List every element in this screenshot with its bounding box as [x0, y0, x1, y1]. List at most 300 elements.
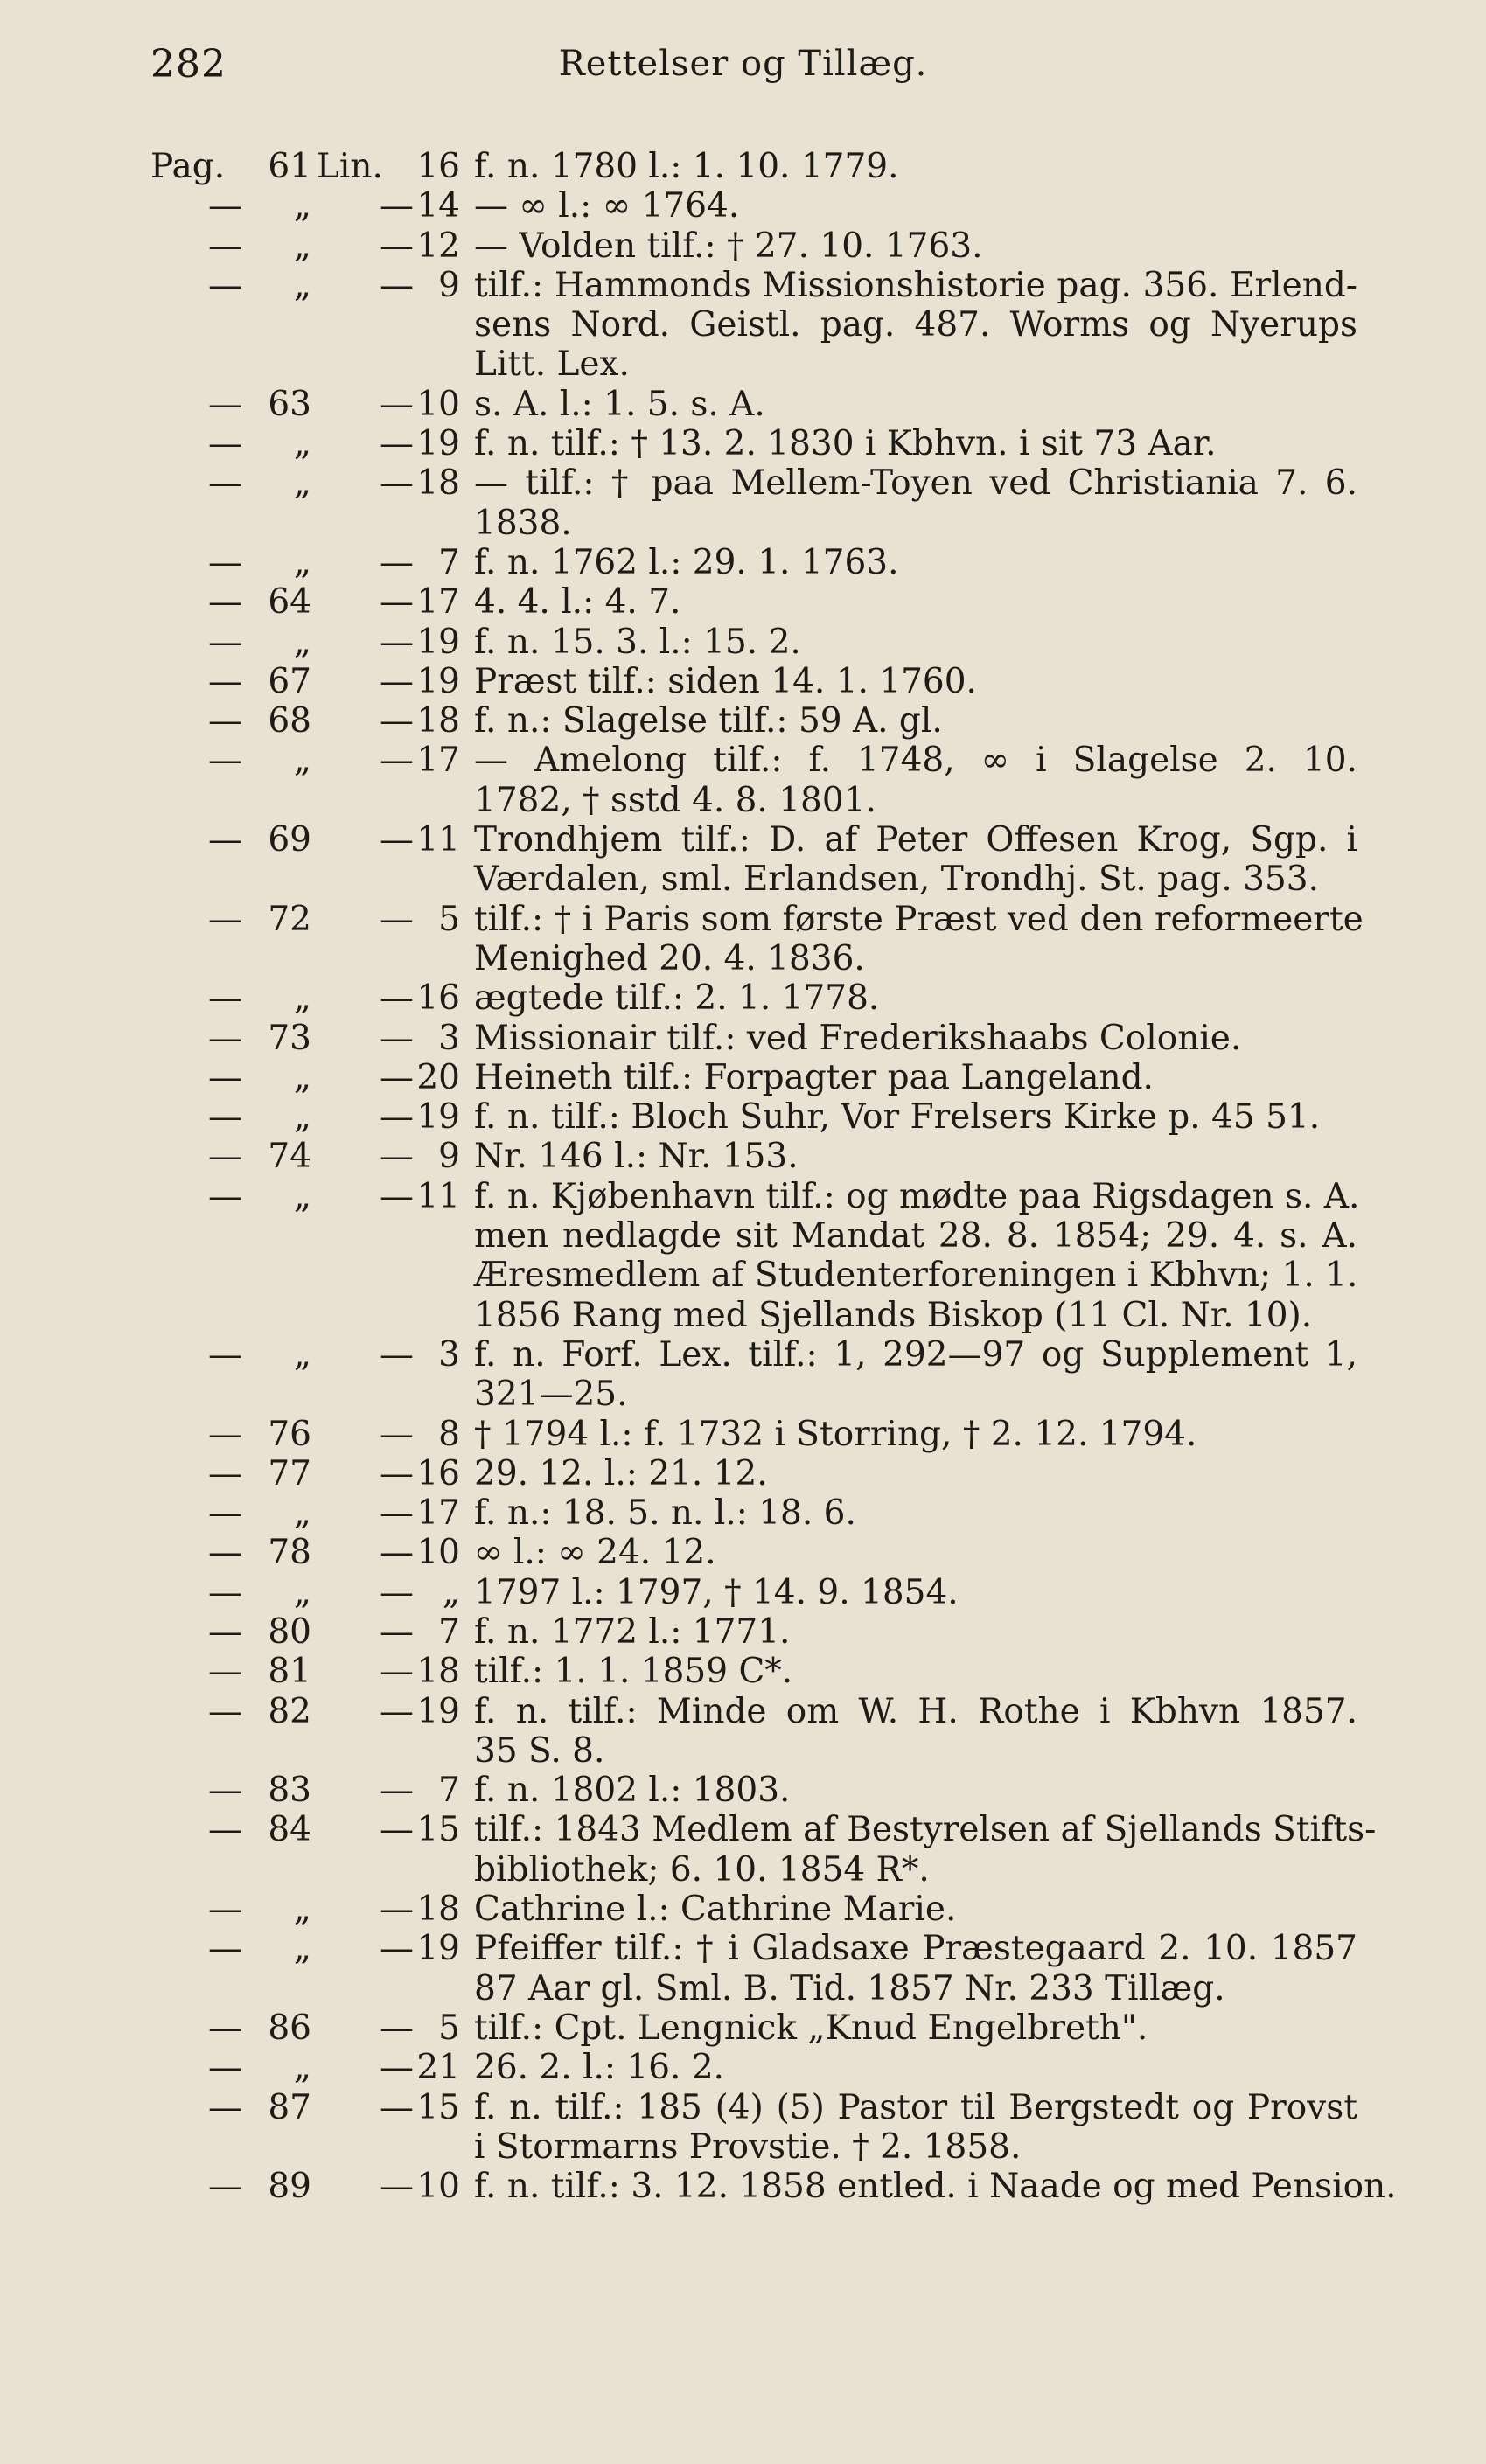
lin-label — [317, 1335, 380, 1415]
correction-entry — [150, 662, 1357, 701]
correction-text-line: 1797 l.: 1797, † 14. 9. 1854. — [474, 1572, 959, 1612]
correction-entry — [150, 623, 1357, 662]
pag-label — [150, 1692, 208, 1771]
correction-entry — [150, 266, 1357, 385]
correction-text-line: f. n. tilf.: Bloch Suhr, Vor Frelsers Kirke p. 45 51. — [474, 1097, 1321, 1138]
correction-text-line: Cathrine l.: Cathrine Marie. — [474, 1890, 957, 1930]
lin-label — [317, 1810, 380, 1890]
lin-dash: — — [380, 384, 414, 424]
line-ref: 7 — [438, 542, 460, 582]
pag-dash: — — [208, 186, 242, 226]
lin-label — [317, 543, 380, 582]
pag-dash: — — [208, 820, 242, 860]
lin-dash: — — [380, 1652, 414, 1692]
pag-dash: — — [208, 1018, 242, 1058]
lin-dash: — — [380, 424, 414, 464]
lin-label — [317, 2088, 380, 2168]
lin-dash: — — [380, 1533, 414, 1573]
lin-label — [317, 1652, 380, 1691]
pag-dash: — — [208, 701, 242, 741]
line-ref: 11 — [416, 820, 460, 860]
correction-entry — [150, 2048, 1357, 2087]
pag-label — [150, 1890, 208, 1929]
pag-label — [150, 2008, 208, 2048]
pag-dash — [208, 147, 240, 186]
correction-entry — [150, 2167, 1397, 2207]
correction-text-line: men nedlagde sit Mandat 28. 8. 1854; 29. 4. s. A. — [474, 1216, 1357, 1256]
correction-entry — [150, 1652, 1357, 1691]
correction-entry — [150, 147, 1357, 186]
pag-label — [150, 662, 208, 701]
correction-entry — [150, 1573, 1357, 1612]
lin-dash: — — [380, 1810, 414, 1850]
lin-label — [317, 1097, 380, 1137]
lin-dash: — — [380, 265, 414, 305]
correction-text-line: s. A. l.: 1. 5. s. A. — [474, 384, 765, 424]
correction-entry — [150, 186, 1357, 226]
correction-text — [465, 1692, 1357, 1771]
lin-dash: — — [380, 226, 414, 266]
line-ref: 9 — [438, 265, 460, 305]
pag-dash: — — [208, 2048, 242, 2088]
page-ref: 61 — [268, 147, 311, 186]
line-ref: 10 — [416, 384, 460, 424]
page-ref: 80 — [268, 1611, 311, 1652]
pag-dash: — — [208, 2167, 242, 2207]
page-ref: 63 — [268, 384, 311, 424]
pag-label — [150, 1612, 208, 1652]
lin-label — [317, 623, 380, 662]
correction-entry — [150, 701, 1357, 741]
line-ref: 9 — [438, 1137, 460, 1177]
pag-dash: — — [208, 1572, 242, 1612]
page-ref: 72 — [268, 899, 311, 939]
correction-entry — [150, 582, 1357, 622]
lin-dash: — — [380, 186, 414, 226]
pag-dash: — — [208, 265, 242, 305]
correction-text — [465, 741, 1357, 820]
page-ref: 81 — [268, 1652, 311, 1692]
pag-label — [150, 623, 208, 662]
pag-label — [150, 226, 208, 266]
correction-text — [465, 424, 1357, 463]
lin-dash: — — [380, 1691, 414, 1731]
line-ref: 17 — [416, 741, 460, 781]
page-number: 282 — [150, 42, 227, 87]
correction-entry — [150, 1533, 1357, 1572]
correction-text — [465, 1137, 1357, 1176]
correction-entry — [150, 978, 1357, 1018]
correction-entry — [150, 1771, 1357, 1810]
correction-text — [465, 385, 1357, 424]
pag-dash: — — [208, 1771, 242, 1811]
correction-text-line: f. n. 1762 l.: 29. 1. 1763. — [474, 542, 899, 582]
correction-entry — [150, 899, 1364, 979]
line-ref: 11 — [416, 1176, 460, 1216]
pag-dash: — — [208, 1611, 242, 1652]
correction-text — [465, 899, 1364, 979]
pag-label — [150, 1454, 208, 1493]
pag-label — [150, 1573, 208, 1612]
correction-entry — [150, 1493, 1357, 1533]
line-ref: 16 — [416, 1453, 460, 1493]
correction-text-line: tilf.: 1. 1. 1859 C*. — [474, 1652, 793, 1692]
correction-text — [465, 1415, 1357, 1454]
line-ref: 20 — [416, 1057, 460, 1097]
lin-dash: — — [380, 1572, 414, 1612]
page-ref: 67 — [268, 661, 311, 701]
page-ref: 64 — [268, 582, 311, 623]
lin-label — [317, 1137, 380, 1176]
page-ref: 76 — [268, 1414, 311, 1454]
correction-text — [465, 2048, 1357, 2087]
page-ref: 78 — [268, 1533, 311, 1573]
line-ref: 17 — [416, 1493, 460, 1534]
page-ref: 83 — [268, 1771, 311, 1811]
line-ref: 7 — [438, 1771, 460, 1811]
lin-label — [317, 582, 380, 622]
lin-dash: — — [380, 2008, 414, 2048]
correction-text-line: i Stormarns Provstie. † 2. 1858. — [474, 2126, 1022, 2167]
correction-text-line: — Volden tilf.: † 27. 10. 1763. — [474, 226, 983, 266]
page-ref: 89 — [268, 2167, 311, 2207]
correction-text-line: — Amelong tilf.: f. 1748, ∞ i Slagelse 2. 10. — [474, 741, 1357, 781]
lin-dash: — — [380, 1137, 414, 1177]
page-ref: „ — [293, 1890, 311, 1930]
lin-dash — [380, 147, 411, 186]
correction-text-line: — tilf.: † paa Mellem-Toyen ved Christiania 7. 6. — [474, 463, 1357, 504]
pag-dash: — — [208, 2008, 242, 2048]
pag-dash: — — [208, 1057, 242, 1097]
pag-label — [150, 1177, 208, 1335]
line-ref: 18 — [416, 1652, 460, 1692]
correction-text — [465, 1493, 1357, 1533]
page-ref: „ — [293, 622, 311, 662]
pag-dash: — — [208, 622, 242, 662]
correction-text — [465, 582, 1357, 622]
pag-label — [150, 1335, 208, 1415]
correction-text-line: 87 Aar gl. Sml. B. Tid. 1857 Nr. 233 Tillæg. — [474, 1968, 1225, 2008]
correction-entry — [150, 226, 1357, 266]
lin-label — [317, 1019, 380, 1058]
line-ref: 14 — [416, 186, 460, 226]
line-ref: 19 — [416, 424, 460, 464]
lin-dash: — — [380, 542, 414, 582]
correction-entry — [150, 1097, 1357, 1137]
correction-text — [465, 2088, 1357, 2168]
pag-dash: — — [208, 1652, 242, 1692]
correction-text-line: Heineth tilf.: Forpagter paa Langeland. — [474, 1057, 1154, 1097]
correction-text — [465, 978, 1357, 1018]
lin-dash: — — [380, 622, 414, 662]
line-ref: 19 — [416, 661, 460, 701]
line-ref: „ — [442, 1572, 460, 1612]
correction-text-line: 35 S. 8. — [474, 1730, 605, 1771]
correction-text — [465, 1771, 1357, 1810]
correction-entry — [150, 741, 1357, 820]
lin-label — [317, 1929, 380, 2008]
pag-dash: — — [208, 463, 242, 504]
pag-label — [150, 463, 208, 543]
line-ref: 3 — [438, 1334, 460, 1375]
correction-text-line: bibliothek; 6. 10. 1854 R*. — [474, 1849, 930, 1890]
lin-dash: — — [380, 701, 414, 741]
pag-label — [150, 266, 208, 385]
lin-label — [317, 2048, 380, 2087]
line-ref: 3 — [438, 1018, 460, 1058]
pag-dash: — — [208, 582, 242, 623]
correction-entry — [150, 1176, 1360, 1335]
pag-dash: — — [208, 899, 242, 939]
lin-dash: — — [380, 1890, 414, 1930]
correction-text — [465, 147, 1357, 186]
lin-label — [317, 2167, 380, 2206]
lin-dash: — — [380, 2048, 414, 2088]
correction-text — [465, 1929, 1357, 2008]
correction-text-line: 1856 Rang med Sjellands Biskop (11 Cl. Nr. 10). — [474, 1295, 1313, 1335]
correction-text-line: Æresmedlem af Studenterforeningen i Kbhvn; 1. 1. — [474, 1256, 1358, 1296]
pag-dash: — — [208, 1691, 242, 1731]
pag-dash: — — [208, 1810, 242, 1850]
correction-text-line: f. n.: 18. 5. n. l.: 18. 6. — [474, 1493, 856, 1534]
correction-entry — [150, 1454, 1357, 1493]
lin-label — [317, 266, 380, 385]
page-ref: „ — [293, 1097, 311, 1138]
line-ref: 12 — [416, 226, 460, 266]
correction-entry — [150, 385, 1357, 424]
lin-label — [317, 1493, 380, 1533]
lin-label — [317, 662, 380, 701]
pag-dash: — — [208, 1097, 242, 1138]
page-ref: „ — [293, 542, 311, 582]
correction-text-line: f. n. Kjøbenhavn tilf.: og mødte paa Rigsdagen s. A. — [474, 1176, 1360, 1216]
correction-entry — [150, 1335, 1357, 1415]
running-title: Rettelser og Tillæg. — [558, 44, 928, 84]
correction-text-line: Nr. 146 l.: Nr. 153. — [474, 1137, 799, 1177]
correction-text-line: Trondhjem tilf.: D. af Peter Offesen Krog, Sgp. i — [474, 820, 1357, 860]
page-ref: 73 — [268, 1018, 311, 1058]
correction-entry — [150, 1137, 1357, 1176]
correction-text — [465, 1612, 1357, 1652]
pag-label — [150, 978, 208, 1018]
pag-label — [150, 582, 208, 622]
page-ref: 77 — [268, 1453, 311, 1493]
pag-label — [150, 1415, 208, 1454]
lin-dash: — — [380, 1097, 414, 1138]
pag-label — [150, 1652, 208, 1691]
lin-label — [317, 424, 380, 463]
lin-label — [317, 463, 380, 543]
pag-dash: — — [208, 384, 242, 424]
pag-label — [150, 1137, 208, 1176]
line-ref: 7 — [438, 1611, 460, 1652]
correction-text — [465, 1454, 1357, 1493]
pag-label — [150, 1810, 208, 1890]
correction-text — [465, 1058, 1357, 1097]
correction-text-line: tilf.: 1843 Medlem af Bestyrelsen af Sjellands Stifts- — [474, 1810, 1377, 1850]
correction-text-line: tilf.: Cpt. Lengnick „Knud Engelbreth". — [474, 2008, 1148, 2048]
correction-entry — [150, 2008, 1357, 2048]
correction-text-line: Præst tilf.: siden 14. 1. 1760. — [474, 661, 977, 701]
line-ref: 19 — [416, 622, 460, 662]
lin-dash: — — [380, 2167, 414, 2207]
page-ref: 82 — [268, 1691, 311, 1731]
pag-label — [150, 1771, 208, 1810]
line-ref: 17 — [416, 582, 460, 623]
pag-dash: — — [208, 424, 242, 464]
page-ref: 74 — [268, 1137, 311, 1177]
lin-label — [317, 1890, 380, 1929]
correction-text-line: — ∞ l.: ∞ 1764. — [474, 186, 740, 226]
correction-entry — [150, 1415, 1357, 1454]
correction-text-line: 26. 2. l.: 16. 2. — [474, 2048, 725, 2088]
pag-dash: — — [208, 661, 242, 701]
lin-label — [317, 741, 380, 820]
lin-label — [317, 1177, 380, 1335]
correction-text-line: f. n. tilf.: Minde om W. H. Rothe i Kbhvn 1857. — [474, 1691, 1357, 1731]
pag-dash: — — [208, 1137, 242, 1177]
correction-text-line: f. n. tilf.: † 13. 2. 1830 i Kbhvn. i sit 73 Aar. — [474, 424, 1217, 464]
page-ref: „ — [293, 2048, 311, 2088]
correction-text-line: f. n. Forf. Lex. tilf.: 1, 292—97 og Supplement 1, — [474, 1334, 1357, 1375]
correction-text — [465, 1335, 1357, 1415]
pag-dash: — — [208, 1176, 242, 1216]
correction-text — [465, 266, 1357, 385]
correction-text-line: tilf.: Hammonds Missionshistorie pag. 356. Erlend- — [474, 265, 1357, 305]
pag-label — [150, 1533, 208, 1572]
correction-entry — [150, 543, 1357, 582]
line-ref: 18 — [416, 1890, 460, 1930]
lin-dash: — — [380, 1334, 414, 1375]
pag-label — [150, 1058, 208, 1097]
pag-label — [150, 1019, 208, 1058]
lin-dash: — — [380, 978, 414, 1019]
line-ref: 10 — [416, 2167, 460, 2207]
lin-dash: — — [380, 1611, 414, 1652]
page-ref: „ — [293, 226, 311, 266]
lin-label: Lin. — [317, 147, 383, 186]
pag-label — [150, 186, 208, 226]
line-ref: 18 — [416, 701, 460, 741]
page-ref: 86 — [268, 2008, 311, 2048]
correction-text — [465, 186, 1357, 226]
lin-label — [317, 701, 380, 741]
lin-label — [317, 1454, 380, 1493]
pag-label — [150, 1097, 208, 1137]
pag-label — [150, 424, 208, 463]
pag-dash: — — [208, 226, 242, 266]
correction-text — [465, 2008, 1357, 2048]
correction-text-line: Missionair tilf.: ved Frederikshaabs Colonie. — [474, 1018, 1242, 1058]
correction-text-line: f. n. tilf.: 3. 12. 1858 entled. i Naade og med Pension. — [474, 2167, 1397, 2207]
correction-text-line: f. n. 15. 3. l.: 15. 2. — [474, 622, 801, 662]
lin-dash: — — [380, 899, 414, 939]
line-ref: 15 — [416, 2087, 460, 2127]
pag-label — [150, 2167, 208, 2206]
lin-label — [317, 1692, 380, 1771]
correction-entry — [150, 463, 1357, 543]
correction-text — [465, 1533, 1357, 1572]
correction-text-line: Menighed 20. 4. 1836. — [474, 938, 865, 978]
correction-text-line: Pfeiffer tilf.: † i Gladsaxe Præstegaard 2. 10. 1857 — [474, 1929, 1357, 1969]
correction-entry — [150, 1692, 1357, 1771]
line-ref: 10 — [416, 1533, 460, 1573]
corrections-list — [150, 147, 1397, 2207]
lin-dash: — — [380, 1771, 414, 1811]
correction-entry — [150, 1058, 1357, 1097]
correction-text — [465, 1019, 1357, 1058]
correction-entry — [150, 2088, 1357, 2168]
lin-label — [317, 820, 380, 900]
correction-text-line: f. n.: Slagelse tilf.: 59 A. gl. — [474, 701, 943, 741]
pag-dash: — — [208, 1414, 242, 1454]
correction-text — [465, 1652, 1357, 1691]
correction-text — [465, 2167, 1397, 2207]
correction-text — [465, 1097, 1357, 1137]
line-ref: 21 — [416, 2048, 460, 2088]
lin-dash: — — [380, 463, 414, 504]
line-ref: 18 — [416, 463, 460, 504]
lin-label — [317, 2008, 380, 2048]
correction-text-line: tilf.: † i Paris som første Præst ved den reformeerte — [474, 899, 1364, 939]
line-ref: 19 — [416, 1097, 460, 1138]
correction-text-line: f. n. 1802 l.: 1803. — [474, 1771, 791, 1811]
correction-text-line: Litt. Lex. — [474, 345, 630, 385]
page-ref: „ — [293, 1176, 311, 1216]
pag-label — [150, 1493, 208, 1533]
lin-dash: — — [380, 741, 414, 781]
correction-text — [465, 623, 1357, 662]
correction-text — [465, 1890, 1357, 1929]
page-ref: „ — [293, 741, 311, 781]
lin-label — [317, 385, 380, 424]
correction-text-line: 4. 4. l.: 4. 7. — [474, 582, 681, 623]
lin-dash: — — [380, 582, 414, 623]
line-ref: 19 — [416, 1929, 460, 1969]
pag-label — [150, 2088, 208, 2168]
correction-text-line: 321—25. — [474, 1375, 628, 1415]
correction-text — [465, 543, 1357, 582]
correction-entry — [150, 424, 1357, 463]
correction-text-line: ægtede tilf.: 2. 1. 1778. — [474, 978, 880, 1019]
correction-entry — [150, 1612, 1357, 1652]
lin-dash: — — [380, 1057, 414, 1097]
line-ref: 15 — [416, 1810, 460, 1850]
pag-dash: — — [208, 978, 242, 1019]
pag-label — [150, 543, 208, 582]
correction-text — [465, 1176, 1360, 1335]
correction-entry — [150, 820, 1357, 900]
correction-text-line: f. n. 1780 l.: 1. 10. 1779. — [474, 147, 899, 186]
lin-label — [317, 1771, 380, 1810]
line-ref: 16 — [416, 147, 460, 186]
correction-text-line: Værdalen, sml. Erlandsen, Trondhj. St. pag. 353. — [474, 860, 1319, 900]
correction-text-line: f. n. tilf.: 185 (4) (5) Pastor til Bergstedt og Provst — [474, 2087, 1357, 2127]
pag-label — [150, 1929, 208, 2008]
line-ref: 5 — [438, 899, 460, 939]
page-ref: „ — [293, 463, 311, 504]
correction-text — [465, 820, 1357, 900]
pag-dash: — — [208, 1493, 242, 1534]
lin-label — [317, 1058, 380, 1097]
correction-entry — [150, 1810, 1377, 1890]
lin-label — [317, 1573, 380, 1612]
pag-label: Pag. — [150, 147, 226, 186]
pag-dash: — — [208, 1890, 242, 1930]
pag-label — [150, 2048, 208, 2087]
lin-label — [317, 1533, 380, 1572]
pag-dash: — — [208, 1453, 242, 1493]
